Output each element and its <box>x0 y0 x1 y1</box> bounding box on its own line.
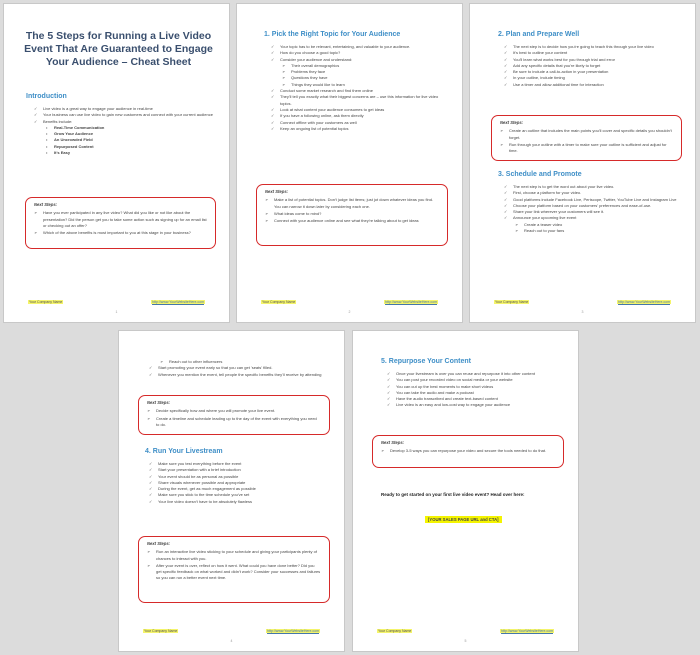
list-item: ✓ Your business can use live video to gain new customers and connect with your current audience <box>34 112 213 118</box>
list-item: ✓ In your outline, include timing <box>504 75 679 81</box>
livestream-list <box>149 461 328 505</box>
list-item: ✓ How do you choose a good topic? <box>271 50 444 56</box>
section-heading: 5. Repurpose Your Content <box>381 358 471 365</box>
list-item: ✓ Your topic has to be relevant, entertaining, and valuable to your audience. <box>271 44 444 50</box>
list-item: ➢ Reach out to other influencers <box>149 359 328 365</box>
list-item: ✓ Keep an ongoing list of potential topics <box>271 126 444 132</box>
intro-heading: Introduction <box>26 93 67 100</box>
footer-url-link[interactable]: http://www.YourWebsiteHere.com <box>152 300 204 304</box>
section-heading: 3. Schedule and Promote <box>498 171 582 178</box>
document-page-4 <box>118 330 345 652</box>
list-item: ✓ First, choose a platform for your video. <box>504 190 679 196</box>
list-item: ➢ Develop 3-5 ways you can repurpose your video and secure the tools needed to do that. <box>381 448 555 454</box>
list-item: ✓ Share visuals whenever possible and appropriate <box>149 480 328 486</box>
next-steps-box <box>256 184 448 246</box>
page-number: 5 <box>464 639 467 643</box>
intro-list <box>34 106 213 156</box>
list-item: ➢ Have you ever participated in any live video? What did you like or not like about the presentation? Did the person get you to take some action such as signing up for an email list or checking out an offer? <box>34 210 207 229</box>
section-heading: 1. Pick the Right Topic for Your Audience <box>264 31 401 38</box>
list-item: • Real-Time Communication <box>34 125 213 131</box>
list-item: ➢ Make a list of potential topics. Don't judge list items; just jot down whatever ideas you find. You can narrow it down later by considering each one. <box>265 197 439 210</box>
list-item: ✓ Make sure you test everything before the event <box>149 461 328 467</box>
list-item: ➢ Decide specifically how and where you will promote your live event. <box>147 408 321 414</box>
list-item: ➢ Run through your outline with a timer to make sure your outline is sufficient and adjust for time. <box>500 142 673 155</box>
list-item: ✓ Whenever you mention the event, tell people the specific benefits they'll receive by attending <box>149 372 328 378</box>
list-item: ✓ Good platforms include Facebook Live, Periscope, Twitter, YouTube Live and Instagram Live <box>504 197 679 203</box>
list-item: ✓ You can post your recorded video on social media or your website <box>387 377 562 383</box>
list-item: ➢ Problems they face <box>271 69 444 75</box>
next-steps-title: Next Steps: <box>147 541 171 546</box>
next-steps-box <box>372 435 564 468</box>
footer-url-link[interactable]: http://www.YourWebsiteHere.com <box>267 629 319 633</box>
section-heading: 2. Plan and Prepare Well <box>498 31 580 38</box>
list-item: ✓ During the event, get as much engagement as possible <box>149 486 328 492</box>
list-item: ➢ Their overall demographics <box>271 63 444 69</box>
next-steps-title: Next Steps: <box>34 202 58 207</box>
document-page-2 <box>236 3 463 323</box>
page-title: The 5 Steps for Running a Live Video Event That Are Guaranteed to Engage Your Audience – Cheat Sheet <box>24 30 213 68</box>
list-item: ➢ Connect with your audience online and see what they're talking about to get ideas <box>265 218 439 224</box>
list-item: ✓ Choose your platform based on your customers' preferences and ease-of-use. <box>504 203 679 209</box>
list-item: ✓ Use a timer and allow additional time for interaction <box>504 82 679 88</box>
page-number: 3 <box>581 310 584 314</box>
list-item: ✓ Have the audio transcribed and create text-based content <box>387 396 562 402</box>
footer-company: Your Company Name <box>262 300 296 304</box>
plan-list <box>504 44 679 88</box>
list-item: ➢ Questions they have <box>271 75 444 81</box>
next-steps-title: Next Steps: <box>265 189 289 194</box>
section-heading: 4. Run Your Livestream <box>145 448 223 455</box>
list-item: ➢ After your event is over, reflect on how it went. What could you have done better? Did you get specific feedback on what worked and didn't work? Consider your successes and failures so you can run a better event next time. <box>147 563 321 582</box>
list-item: ✓ Benefits include: <box>34 119 213 125</box>
list-item: ➢ Create a timeline and schedule leading up to the day of the event with everything you need to do. <box>147 416 321 429</box>
page-number: 2 <box>348 310 351 314</box>
list-item: ✓ Consider your audience and understand: <box>271 57 444 63</box>
list-item: ✓ You can cut up the best moments to make short videos <box>387 384 562 390</box>
footer-url-link[interactable]: http://www.YourWebsiteHere.com <box>385 300 437 304</box>
next-steps-title: Next Steps: <box>147 400 171 405</box>
list-item: ✓ Your event should be as personal as possible <box>149 474 328 480</box>
list-item: ✓ Start promoting your event early so that you can get 'seats' filled. <box>149 365 328 371</box>
list-item: ➢ Which of the above benefits is most important to you at this stage in your business? <box>34 230 207 236</box>
list-item: ✓ Announce your upcoming live event <box>504 215 679 221</box>
list-item: ✓ Share your link wherever your customers will see it. <box>504 209 679 215</box>
list-item: ✓ Start your presentation with a brief introduction <box>149 467 328 473</box>
next-steps-title: Next Steps: <box>500 120 524 125</box>
repurpose-list <box>387 371 562 409</box>
list-item: ✓ It's best to outline your content <box>504 50 679 56</box>
page-number: 1 <box>115 310 118 314</box>
list-item: ✓ Live video is a great way to engage your audience in real-time <box>34 106 213 112</box>
schedule-list <box>504 184 679 234</box>
list-item: ✓ The next step is to decide how you're going to teach this through your live video <box>504 44 679 50</box>
list-item: • Grow Your Audience <box>34 131 213 137</box>
list-item: ✓ Conduct some market research and find them online <box>271 88 444 94</box>
list-item: • Repurposed Content <box>34 144 213 150</box>
cta-heading: Ready to get started on your first live video event? Head over here: <box>381 492 525 497</box>
list-item: • An Uncrowded Field <box>34 137 213 143</box>
list-item: ✓ Your live video doesn't have to be absolutely flawless <box>149 499 328 505</box>
footer-company: Your Company Name <box>378 629 412 633</box>
promote-list <box>149 359 328 378</box>
footer-url-link[interactable]: http://www.YourWebsiteHere.com <box>618 300 670 304</box>
next-steps-box <box>138 395 330 435</box>
next-steps-box <box>138 536 330 603</box>
list-item: ➢ Create a teaser video <box>504 222 679 228</box>
list-item: ✓ Make sure you stick to the time schedule you've set <box>149 492 328 498</box>
list-item: ✓ Live video is an easy and low-cost way to engage your audience <box>387 402 562 408</box>
list-item: ✓ Add any specific details that you're likely to forget <box>504 63 679 69</box>
page-number: 4 <box>230 639 233 643</box>
document-page-1 <box>3 3 230 323</box>
list-item: ✓ Once your livestream is over you can reuse and repurpose it into other content <box>387 371 562 377</box>
footer-company: Your Company Name <box>29 300 63 304</box>
list-item: ✓ You'll learn what works best for you through trial and error <box>504 57 679 63</box>
list-item: • It's Easy <box>34 150 213 156</box>
list-item: ✓ They'll tell you exactly what their biggest concerns are – use this information for live video topics. <box>271 94 444 107</box>
document-page-3 <box>469 3 696 323</box>
list-item: ➢ Create an outline that includes the main points you'll cover and specific details you shouldn't forget. <box>500 128 673 141</box>
list-item: ➢ What ideas come to mind? <box>265 211 439 217</box>
footer-company: Your Company Name <box>495 300 529 304</box>
next-steps-title: Next Steps: <box>381 440 405 445</box>
list-item: ✓ Be sure to include a call-to-action in your presentation <box>504 69 679 75</box>
document-page-5 <box>352 330 579 652</box>
list-item: ➢ Things they would like to learn <box>271 82 444 88</box>
list-item: ➢ Reach out to your fans <box>504 228 679 234</box>
footer-company: Your Company Name <box>144 629 178 633</box>
list-item: ✓ If you have a following online, ask them directly <box>271 113 444 119</box>
footer-url-link[interactable]: http://www.YourWebsiteHere.com <box>501 629 553 633</box>
next-steps-box <box>491 115 682 161</box>
list-item: ✓ Connect offline with your customers as well <box>271 120 444 126</box>
next-steps-box <box>25 197 216 249</box>
list-item: ✓ You can take the audio and make a podcast <box>387 390 562 396</box>
cta-link[interactable]: [YOUR SALES PAGE URL and CTA] <box>425 516 502 523</box>
topic-list <box>271 44 444 132</box>
list-item: ✓ Look at what content your audience consumes to get ideas <box>271 107 444 113</box>
list-item: ➢ Run an interactive live video sticking to your schedule and giving your participants plenty of chances to interact with you. <box>147 549 321 562</box>
list-item: ✓ The next step is to get the word out about your live video. <box>504 184 679 190</box>
